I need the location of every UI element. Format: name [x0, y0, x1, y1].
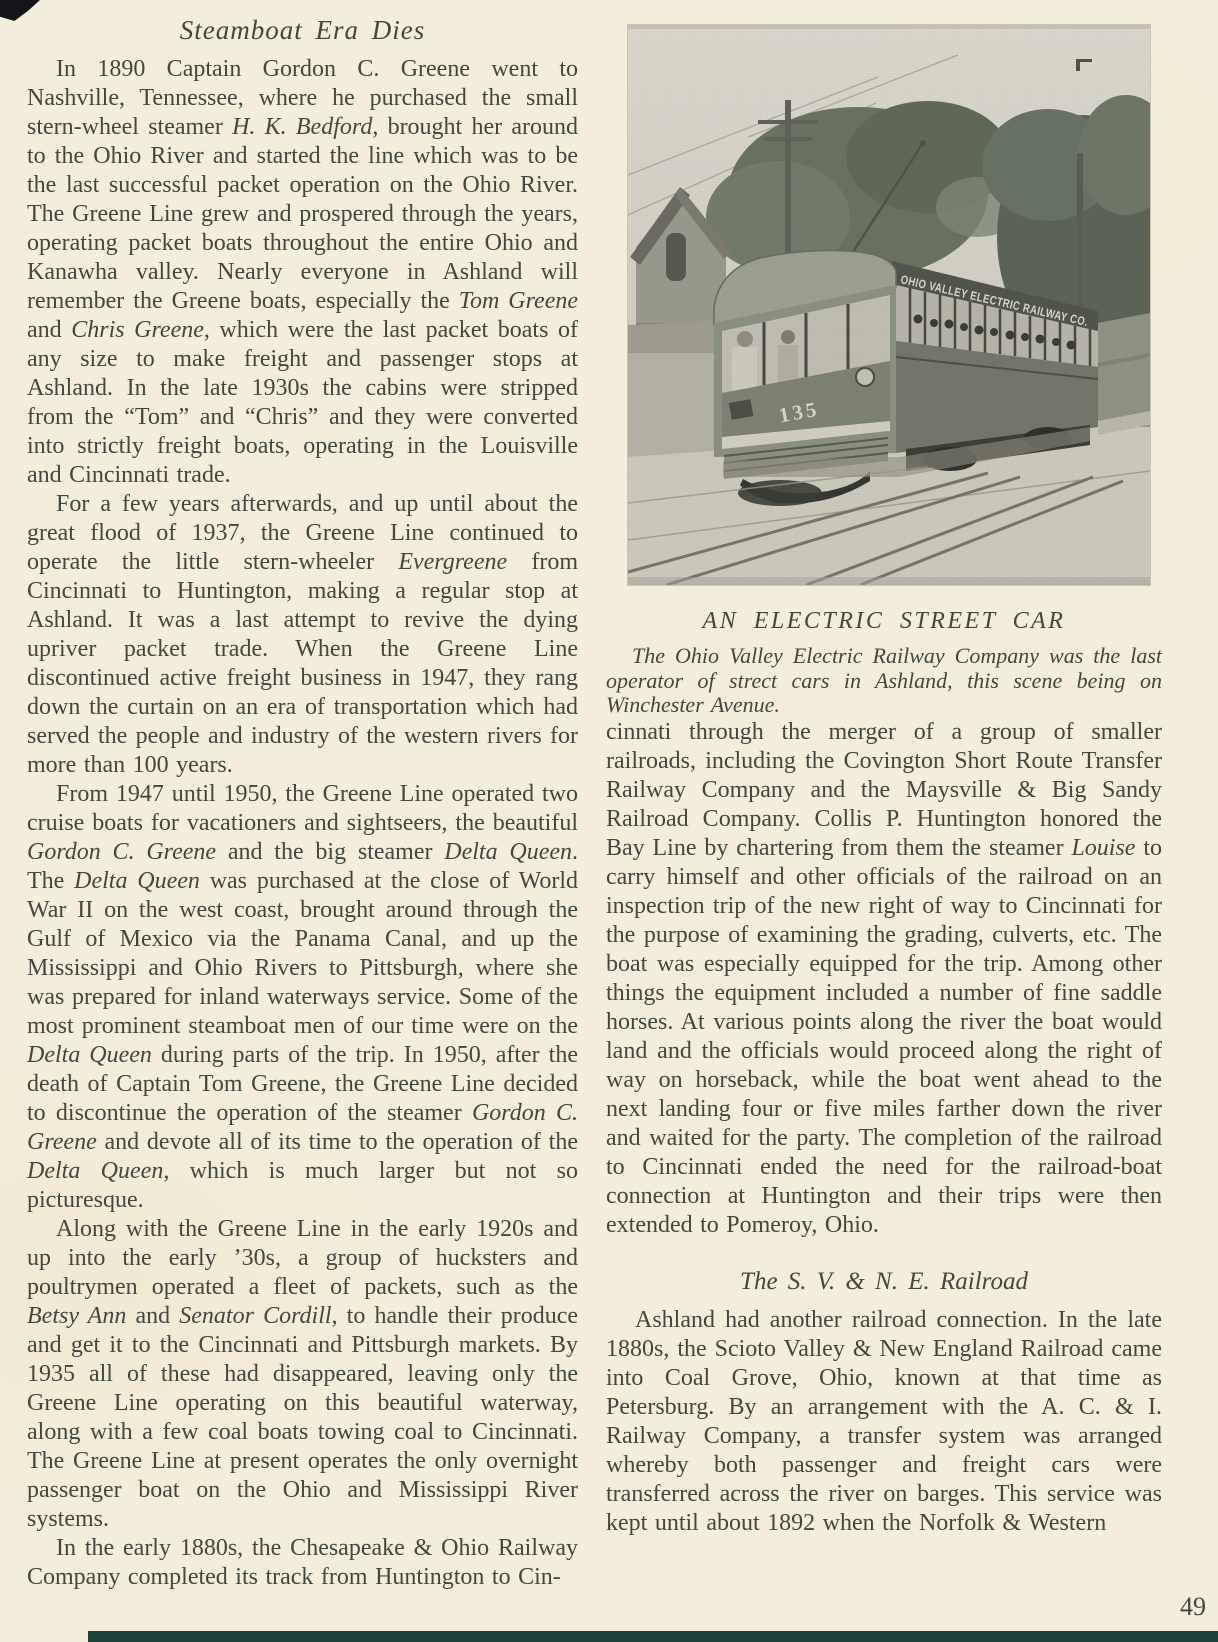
street-car-photo [628, 25, 1150, 585]
page-number: 49 [1180, 1592, 1206, 1621]
paragraph-hucksters: Along with the Greene Line in the early 1920s and up into the early ’30s, a group of hucksters and poultrymen operated a fleet of packets, such as the Betsy Ann and Senator Cordill, to handle their produce and get it to the Cincinnati and Pittsburgh markets. By 1935 all of these had disappeared, leaving only the Greene Line operating on this beautiful waterway, along with a few coal boats towing coal to Cincinnati. The Greene Line at present operates the only overnight passenger boat on the Ohio and Mississippi River systems. [27, 1216, 579, 1532]
photo-caption-title: AN ELECTRIC STREET CAR [702, 608, 1066, 634]
paragraph-chesapeake-ohio: In the early 1880s, the Chesapeake & Ohio Railway Company completed its track from Huntington to Cin- [27, 1535, 578, 1590]
paragraph-delta-queen: From 1947 until 1950, the Greene Line operated two cruise boats for vacationers and sightseers, the beautiful Gordon C. Greene and the big steamer Delta Queen. The Delta Queen was purchased at the close of World War II on the west coast, brought around through the Gulf of Mexico via the Panama Canal, and up the Mississippi and Ohio Rivers to Pittsburgh, where she was prepared for inland waterways service. Some of the most prominent steamboat men of our time were on the Delta Queen during parts of the trip. In 1950, after the death of Captain Tom Greene, the Greene Line decided to discontinue the operation of the steamer Gordon C. Greene and devote all of its time to the operation of the Delta Queen, which is much larger but not so picturesque. [27, 781, 579, 1213]
photo-halftone-overlay [628, 25, 1150, 585]
left-column [27, 14, 578, 1592]
street-car-photo-illustration [628, 25, 1150, 585]
scan-bottom-edge [88, 1631, 1218, 1642]
paragraph-svne-railroad: Ashland had another railroad connection. In the late 1880s, the Scioto Valley & New England Railroad came into Coal Grove, Ohio, known at that time as Petersburg. By an arrangement with the A. C. & I. Railway Company, a transfer system was arranged whereby both passenger and freight cars were transferred across the river on barges. This service was kept until about 1892 when the Norfolk & Western [606, 1306, 1162, 1536]
paragraph-evergreene: For a few years afterwards, and up until about the great flood of 1937, the Greene Line continued to operate the little stern-wheeler Evergreene from Cincinnati to Huntington, making a regular stop at Ashland. It was a last attempt to revive the dying upriver packet trade. When the Greene Line discontinued active freight business in 1947, they rang down the curtain on an era of transportation which had served the people and industry of the western rivers for more than 100 years. [27, 491, 578, 778]
section-heading-steamboat-era-dies: Steamboat Era Dies [179, 15, 426, 45]
section-heading-svne-railroad: The S. V. & N. E. Railroad [740, 1267, 1028, 1295]
paragraph-greene-line-origin: In 1890 Captain Gordon C. Greene went to Nashville, Tennessee, where he purchased the small stern-wheel steamer H. K. Bedford, brought her around to the Ohio River and started the line which was to be the last successful packet operation on the Ohio River. The Greene Line grew and prospered through the years, operating packet boats throughout the entire Ohio and Kanawha valley. Nearly everyone in Ashland will remember the Greene boats, especially the Tom Greene and Chris Greene, which were the last packet boats of any size to make freight and passenger stops at Ashland. In the late 1930s the cabins were stripped from the “Tom” and “Chris” and they were converted into strictly freight boats, operating in the Louisville and Cincinnati trade. [27, 56, 579, 488]
photo-caption-text: The Ohio Valley Electric Railway Company was the last operator of strect cars in Ashland, this scene being on Winchester Avenue. [606, 643, 1162, 717]
right-column [606, 25, 1162, 1538]
paragraph-railroad-merger: cinnati through the merger of a group of smaller railroads, including the Covington Short Route Transfer Railway Company and the Maysville & Big Sandy Railroad Company. Collis P. Huntington honored the Bay Line by chartering from them the steamer Louise to carry himself and other officials of the railroad on an inspection trip of the new right of way to Cincinnati for the purpose of examining the grading, culverts, etc. The boat was especially equipped for the trip. Among other things the equipment included a number of fine saddle horses. At various points along the river the boat would land and the officials would proceed along the right of way on horseback, while the boat went ahead to the next landing four or five miles farther down the river and waited for the party. The completion of the railroad to Cincinnati ended the need for the railroad-boat connection at Huntington and their trips were then extended to Pomeroy, Ohio. [606, 718, 1162, 1238]
